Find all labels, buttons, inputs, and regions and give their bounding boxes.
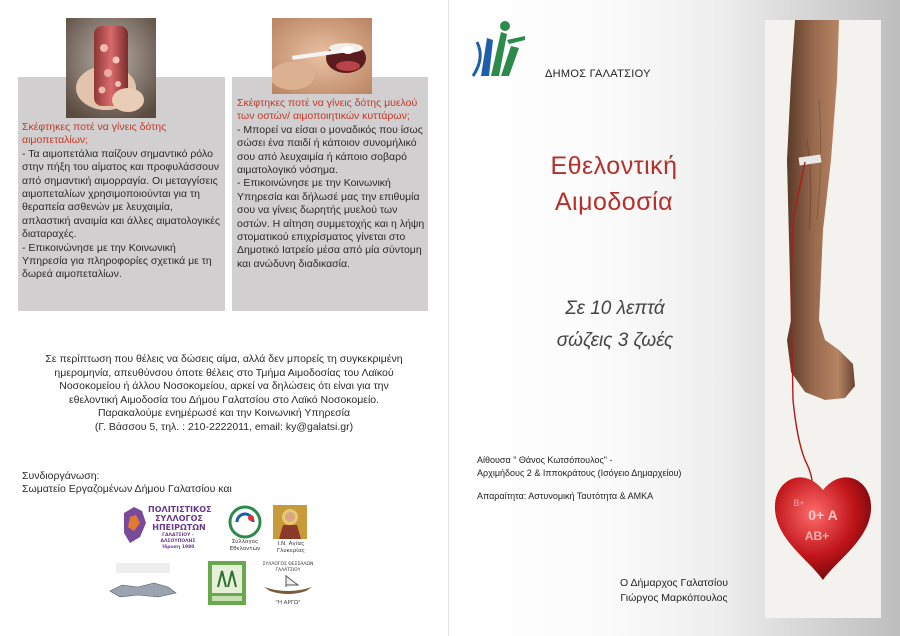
logo-text: ΗΠΕΙΡΩΤΩΝ xyxy=(152,523,206,532)
logo-text: ΓΑΛΑΤΣΙΟΥ - ΑΛΣΟΥΠΟΛΗΣ xyxy=(160,533,196,544)
svg-text:AB+: AB+ xyxy=(804,529,830,543)
info-line: ημερομηνία, απευθύνσου όποτε θέλεις στο Τμήμα Αιμοδοσίας του Λαϊκού xyxy=(54,366,394,379)
info-line: Νοσοκομείου ή άλλου Νοσοκομείου, αρκεί να δηλώσεις ότι είναι για την xyxy=(59,380,389,393)
mayor-title: Ο Δήμαρχος Γαλατσίου xyxy=(620,577,728,589)
logo-text: ΠΟΛΙΤΙΣΤΙΚΟΣ xyxy=(148,505,212,514)
epirus-association-logo xyxy=(120,503,210,551)
info-line: Παρακαλούμε ενημέρωσέ και την Κοινωνική Υπηρεσία xyxy=(97,407,351,420)
logo-text: ΓΑΛΑΤΣΙΟΥ xyxy=(275,567,301,573)
right-page xyxy=(448,0,900,636)
green-association-logo xyxy=(208,561,246,605)
arm-blood-bag-illustration xyxy=(765,20,881,618)
galatsi-municipality-logo xyxy=(467,18,531,80)
thessalians-argo-logo xyxy=(258,562,318,606)
volunteers-logo xyxy=(222,505,268,555)
title-voluntary: Εθελοντική xyxy=(550,152,678,180)
title-blood-donation: Αιμοδοσία xyxy=(554,188,674,216)
marrow-heading: Σκέφτηκες ποτέ να γίνεις δότης μυελού των οστών/ αιμοποιητικών κυττάρων; xyxy=(237,97,418,123)
left-page xyxy=(0,0,448,636)
logo-text: "Η ΑΡΓΩ" xyxy=(275,600,301,606)
info-line: εθελοντική Αιμοδοσία του Δήμου Γαλατσίου στο Λαϊκό Νοσοκομείο. xyxy=(68,393,380,406)
co-organizers xyxy=(22,470,232,497)
logo-text: Σύλλογος xyxy=(231,539,259,545)
logo-text: Ι.Ν. Αγίας xyxy=(277,541,305,547)
co-organizers-line: Σωματείο Εργαζομένων Δήμου Γαλατσίου και xyxy=(22,483,232,496)
logo-text: Εθελοντών xyxy=(229,546,261,552)
svg-text:B+: B+ xyxy=(793,498,805,508)
marrow-text xyxy=(237,97,425,271)
platelet-vial-photo xyxy=(66,18,156,118)
contact-line: (Γ. Βάσσου 5, τηλ. : 210-2222011, email: ky@galatsi.gr) xyxy=(94,420,354,433)
required-documents: Απαραίτητα: Αστυνομική Ταυτότητα & ΑΜΚΑ xyxy=(477,491,654,501)
logo-text: ΣΥΛΛΟΓΟΣ xyxy=(155,514,203,523)
logo-text: Ίδρυση 1980 xyxy=(161,545,195,550)
mayor-name: Γιώργος Μαρκόπουλος xyxy=(620,592,728,604)
slogan-line-2: σώζεις 3 ζωές xyxy=(556,330,674,351)
slogan-line-1: Σε 10 λεπτά xyxy=(565,298,665,319)
venue-line-2: Αρχιμήδους 2 & Ιπποκράτους (Ισόγειο Δημαρχείου) xyxy=(477,468,682,478)
mouth-swab-photo xyxy=(272,18,372,94)
venue-line-1: Αίθουσα " Θάνος Κωτσόπουλος" - xyxy=(477,455,613,465)
platelets-text xyxy=(22,121,222,282)
logo-text: Γλυκερίας xyxy=(277,548,305,554)
marrow-body: - Μπορεί να είσαι ο μοναδικός που ίσως σώσει ένα παιδί ή κάποιον συνομήλικό σου από λευχαιμία ή κάποιο σοβαρό αιματολογικό νόσημα. - Επικοινώνησε με την Κοινωνική Υπηρεσία και δήλωσέ μας την επιθυμία σου να γίνεις δωρητής μυελού των οστών. Η αίτηση συμμετοχής και η λήψη στοματικού επιχρίσματος γίνεται στο Δημοτικό Ιατρείο μέσα από μία σύντομη και ανώδυνη διαδικασία. xyxy=(237,123,425,270)
info-line: Σε περίπτωση που θέλεις να δώσεις αίμα, αλλά δεν μπορείς τη συγκεκριμένη xyxy=(45,353,403,365)
crete-map-logo xyxy=(108,563,178,601)
svg-text:0+ A: 0+ A xyxy=(808,507,838,523)
logo-text: ΣΥΛΛΟΓΟΣ ΘΕΣΣΑΛΩΝ xyxy=(262,562,314,567)
platelets-body: - Τα αιμοπετάλια παίζουν σημαντικό ρόλο στην πήξη του αίματος και προφυλάσσουν από σημαντική αιμορραγία. Οι μεταγγίσεις αιμοπεταλίων χρησιμοποιούνται για τη θεραπεία ασθενών με λευχαιμία, απλαστική αναιμία και άλλες αιματολογικές διαταραχές. - Επικοινώνησε με την Κοινωνική Υπηρεσία για πληροφορίες σχετικά με τη δωρεά αιμοπεταλίων. xyxy=(22,147,220,281)
co-organizers-label: Συνδιοργάνωση: xyxy=(22,470,100,482)
church-saint-glykeria-logo xyxy=(273,505,309,555)
platelets-heading: Σκέφτηκες ποτέ να γίνεις δότης αιμοπεταλίων; xyxy=(22,121,167,147)
donation-info-paragraph xyxy=(10,353,438,435)
municipality-name: ΔΗΜΟΣ ΓΑΛΑΤΣΙΟΥ xyxy=(545,68,651,80)
